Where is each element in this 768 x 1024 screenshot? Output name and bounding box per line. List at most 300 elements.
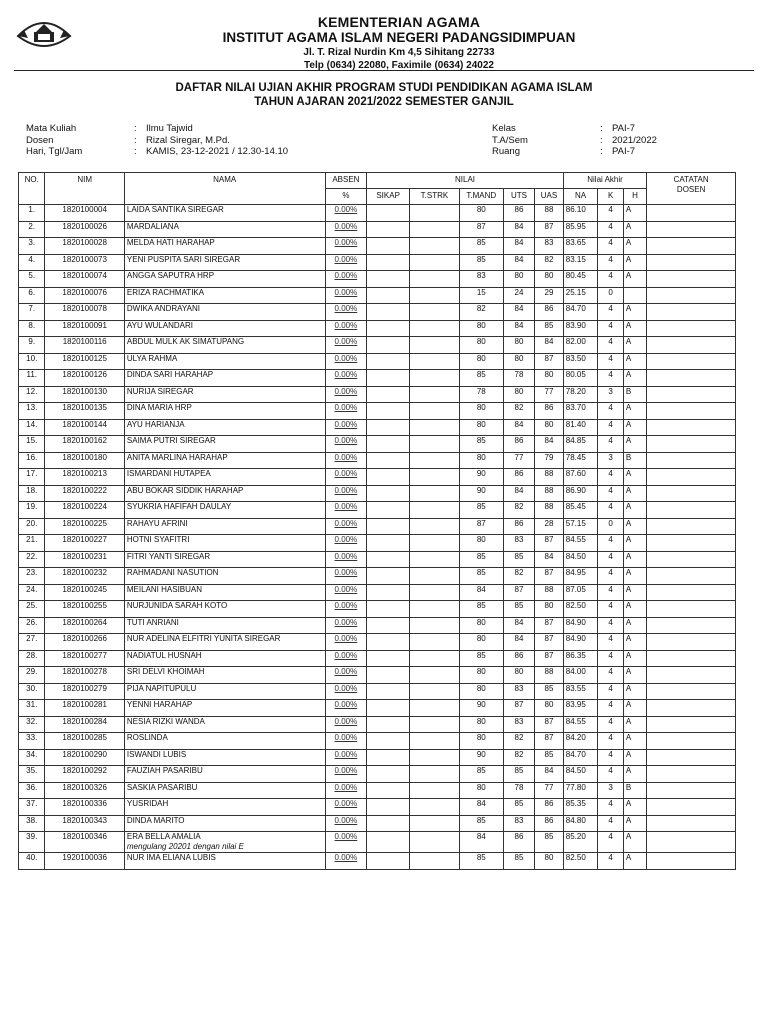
row-k [598, 832, 623, 853]
row-k-value: 4 [608, 320, 613, 330]
row-nama-value: YENI PUSPITA SARI SIREGAR [126, 254, 241, 264]
row-tmand [459, 700, 503, 717]
row-no-value: 39. [26, 832, 38, 841]
row-nama [124, 634, 325, 651]
row-uts [503, 650, 535, 667]
table-row [19, 716, 736, 733]
row-h-value: B [625, 782, 632, 792]
row-nim-value: 1820100225 [62, 518, 107, 528]
row-k-value: 4 [608, 221, 613, 231]
row-tmand-value: 83 [476, 271, 486, 280]
row-no-value: 19. [26, 502, 38, 511]
row-nim [45, 502, 124, 519]
row-nim [45, 650, 124, 667]
row-nama [124, 403, 325, 420]
row-no-value: 14. [26, 419, 38, 429]
row-nama-value: FAUZIAH PASARIBU [126, 766, 203, 775]
table-row [19, 535, 736, 552]
row-tstrk [410, 287, 460, 304]
row-catatan [647, 749, 736, 766]
row-na [563, 601, 598, 618]
row-k [598, 403, 623, 420]
row-sikap [367, 832, 410, 853]
row-nama-value: PIJA NAPITUPULU [126, 683, 197, 693]
row-na-value: 57.15 [565, 518, 586, 528]
row-nim [45, 469, 124, 486]
row-k [598, 436, 623, 453]
row-uts [503, 766, 535, 783]
row-uas-value: 88 [544, 485, 554, 495]
row-catatan [647, 386, 736, 403]
info-row [492, 135, 657, 147]
row-nama-value: DWIKA ANDRAYANI [126, 304, 200, 313]
row-h [623, 304, 646, 321]
row-uts-value: 87 [514, 584, 524, 594]
row-sikap [367, 485, 410, 502]
row-no-value: 5. [28, 271, 36, 280]
row-uts-value: 80 [514, 667, 524, 676]
row-absen-value: 0.00% [334, 650, 358, 660]
row-absen [325, 733, 367, 750]
table-row [19, 683, 736, 700]
row-absen-value: 0.00% [334, 601, 358, 610]
row-na [563, 733, 598, 750]
row-h-value: A [625, 799, 632, 808]
row-uts [503, 799, 535, 816]
row-nama-value: YUSRIDAH [126, 799, 169, 808]
row-absen-value: 0.00% [334, 551, 358, 561]
row-h [623, 436, 646, 453]
row-k [598, 799, 623, 816]
row-nama [124, 238, 325, 255]
row-sikap [367, 601, 410, 618]
row-na [563, 716, 598, 733]
row-nama-value: ERIZA RACHMATIKA [126, 287, 205, 297]
course-info [26, 123, 288, 158]
row-uas [535, 419, 564, 436]
row-uas [535, 436, 564, 453]
row-nim [45, 221, 124, 238]
row-na-value: 85.95 [565, 221, 586, 231]
row-uts-value: 80 [514, 353, 524, 363]
row-h-value: A [625, 601, 632, 610]
row-na [563, 386, 598, 403]
row-tmand-value: 85 [476, 502, 486, 511]
row-h-value: A [625, 568, 632, 577]
row-tmand [459, 853, 503, 870]
row-no-value: 28. [26, 650, 38, 660]
col-tmand-header: T.MAND [459, 189, 503, 205]
row-uts [503, 782, 535, 799]
row-na [563, 337, 598, 354]
row-na-value: 83.70 [565, 403, 586, 412]
table-row [19, 337, 736, 354]
row-na-value: 86.10 [565, 205, 586, 214]
row-uts [503, 683, 535, 700]
row-h [623, 205, 646, 222]
row-nim-value: 1820100116 [62, 337, 107, 346]
row-absen [325, 551, 367, 568]
row-uts [503, 551, 535, 568]
row-uts [503, 733, 535, 750]
row-absen [325, 370, 367, 387]
row-k [598, 271, 623, 288]
row-absen [325, 799, 367, 816]
row-absen-value: 0.00% [334, 205, 358, 214]
row-k-value: 4 [608, 304, 613, 313]
row-na [563, 853, 598, 870]
row-uas [535, 700, 564, 717]
row-no-value: 11. [26, 370, 37, 379]
row-no [19, 205, 45, 222]
info-separator: : [134, 134, 137, 146]
row-no-value: 37. [26, 799, 38, 808]
row-tstrk [410, 436, 460, 453]
row-tmand [459, 287, 503, 304]
row-uas [535, 799, 564, 816]
row-tstrk [410, 799, 460, 816]
row-k [598, 766, 623, 783]
row-absen [325, 700, 367, 717]
row-k-value: 4 [608, 584, 613, 594]
table-row [19, 271, 736, 288]
table-row [19, 452, 736, 469]
row-nama-value: NADIATUL HUSNAH [126, 650, 202, 660]
row-tstrk [410, 238, 460, 255]
row-uas [535, 287, 564, 304]
row-sikap [367, 452, 410, 469]
row-catatan [647, 683, 736, 700]
row-tmand [459, 271, 503, 288]
row-nama-value: NESIA RIZKI WANDA [126, 716, 205, 726]
row-absen [325, 502, 367, 519]
row-na [563, 221, 598, 238]
row-na-value: 84.55 [565, 535, 586, 544]
row-nama [124, 287, 325, 304]
row-no-value: 38. [26, 815, 38, 825]
row-no [19, 502, 45, 519]
row-tstrk [410, 766, 460, 783]
row-nim [45, 568, 124, 585]
row-uts-value: 82 [514, 502, 524, 511]
row-catatan [647, 320, 736, 337]
table-row [19, 650, 736, 667]
row-nama-value: SASKIA PASARIBU [126, 782, 198, 792]
row-no-value: 22. [26, 551, 38, 561]
row-absen-value: 0.00% [334, 370, 358, 379]
row-sikap [367, 403, 410, 420]
row-absen [325, 749, 367, 766]
row-no-value: 21. [26, 535, 38, 544]
row-tstrk [410, 337, 460, 354]
table-row [19, 287, 736, 304]
row-nim-value: 1820100285 [62, 733, 107, 742]
row-sikap [367, 799, 410, 816]
row-uts-value: 86 [514, 518, 524, 528]
row-uts-value: 83 [514, 535, 524, 544]
row-nim-value: 1820100278 [62, 667, 107, 676]
row-h-value: A [625, 766, 632, 775]
row-uas-value: 84 [544, 436, 554, 445]
row-nama-value: MELDA HATI HARAHAP [126, 238, 215, 247]
row-absen [325, 518, 367, 535]
row-uts-value: 80 [514, 386, 524, 396]
row-nama-value: NUR IMA ELIANA LUBIS [126, 853, 216, 862]
grades-body [19, 205, 736, 870]
row-tmand-value: 90 [476, 749, 486, 759]
row-k [598, 815, 623, 832]
row-tmand [459, 634, 503, 651]
row-nama [124, 749, 325, 766]
row-uts-value: 83 [514, 716, 524, 726]
row-k-value: 4 [608, 271, 613, 280]
row-uas [535, 584, 564, 601]
ministry-name: KEMENTERIAN AGAMA [317, 14, 481, 30]
row-k [598, 287, 623, 304]
row-sikap [367, 386, 410, 403]
row-tmand-value: 80 [476, 535, 486, 544]
table-row [19, 205, 736, 222]
row-tstrk [410, 502, 460, 519]
row-nim-value: 1820100222 [62, 485, 107, 495]
row-na [563, 766, 598, 783]
row-sikap [367, 254, 410, 271]
row-absen-value: 0.00% [334, 683, 358, 693]
row-nama [124, 205, 325, 222]
row-no [19, 749, 45, 766]
row-uas [535, 749, 564, 766]
title-line-2: TAHUN AJARAN 2021/2022 SEMESTER GANJIL [254, 96, 514, 108]
row-absen [325, 716, 367, 733]
info-label: Mata Kuliah [26, 123, 77, 134]
row-nim-value: 1820100284 [62, 716, 107, 726]
row-na [563, 518, 598, 535]
row-catatan [647, 452, 736, 469]
row-nama [124, 535, 325, 552]
table-row [19, 815, 736, 832]
row-uts [503, 584, 535, 601]
row-h-value: A [625, 254, 632, 264]
row-na-value: 83.15 [565, 254, 586, 264]
row-h [623, 832, 646, 853]
row-uas-value: 84 [544, 766, 554, 775]
row-nim-value: 1820100245 [62, 584, 107, 594]
row-nim [45, 337, 124, 354]
row-nim [45, 716, 124, 733]
row-sikap [367, 568, 410, 585]
row-na [563, 568, 598, 585]
row-no-value: 3. [28, 238, 36, 247]
row-absen [325, 634, 367, 651]
row-uas [535, 853, 564, 870]
row-sikap [367, 716, 410, 733]
row-absen-value: 0.00% [334, 254, 358, 264]
col-nama-header: NAMA [124, 173, 325, 205]
row-k [598, 782, 623, 799]
row-nim [45, 832, 124, 853]
title-line-1: DAFTAR NILAI UJIAN AKHIR PROGRAM STUDI PENDIDIKAN AGAMA ISLAM [175, 82, 593, 94]
row-na [563, 304, 598, 321]
row-uas [535, 337, 564, 354]
row-h-value: A [625, 353, 632, 363]
row-h-value: A [625, 617, 632, 627]
row-absen [325, 320, 367, 337]
row-na [563, 551, 598, 568]
row-nama [124, 485, 325, 502]
row-uas-value: 87 [544, 617, 554, 627]
catatan-label: CATATAN DOSEN [673, 175, 709, 194]
row-absen-value: 0.00% [334, 700, 358, 709]
row-h-value: A [625, 749, 632, 759]
row-uts-value: 78 [514, 370, 524, 379]
row-uts-value: 82 [514, 403, 524, 412]
row-nama-value: AYU HARIANJA [126, 419, 185, 429]
row-no-value: 8. [28, 320, 36, 330]
row-uas-value: 77 [544, 782, 554, 792]
row-nama [124, 601, 325, 618]
row-na-value: 81.40 [565, 419, 586, 429]
row-sikap [367, 700, 410, 717]
row-h-value: A [625, 650, 632, 660]
row-nim [45, 403, 124, 420]
row-h [623, 485, 646, 502]
row-k-value: 4 [608, 403, 613, 412]
row-nama [124, 221, 325, 238]
row-uas [535, 716, 564, 733]
row-nim [45, 419, 124, 436]
row-absen-value: 0.00% [334, 469, 358, 478]
row-h [623, 320, 646, 337]
row-uts-value: 82 [514, 749, 524, 759]
row-tmand [459, 650, 503, 667]
row-h [623, 419, 646, 436]
row-tmand-value: 85 [476, 370, 486, 379]
row-h [623, 551, 646, 568]
row-tmand [459, 815, 503, 832]
row-nama-value: DINA MARIA HRP [126, 403, 192, 412]
row-uts-value: 83 [514, 683, 524, 693]
row-nim [45, 551, 124, 568]
row-uas-value: 80 [544, 271, 554, 280]
row-na-value: 84.70 [565, 749, 586, 759]
row-nim-value: 1820100232 [62, 568, 107, 577]
row-uas-value: 87 [544, 733, 554, 742]
row-uts-value: 85 [514, 853, 524, 862]
row-h [623, 403, 646, 420]
row-nama [124, 271, 325, 288]
row-uas-value: 80 [544, 700, 554, 709]
row-tmand-value: 84 [476, 584, 486, 594]
row-k-value: 4 [608, 551, 613, 561]
row-nama [124, 518, 325, 535]
col-h-header: H [623, 189, 646, 205]
row-uas [535, 733, 564, 750]
row-absen-value: 0.00% [334, 436, 358, 445]
row-h-value: A [625, 535, 632, 544]
table-row [19, 419, 736, 436]
row-nim [45, 238, 124, 255]
row-nama-value: ERA BELLA AMALIA [126, 832, 201, 841]
row-no [19, 568, 45, 585]
row-nim-value: 1820100073 [62, 254, 107, 264]
row-note: mengulang 20201 dengan nilai E [126, 842, 244, 851]
row-na [563, 403, 598, 420]
row-tmand [459, 238, 503, 255]
row-k-value: 0 [608, 518, 613, 528]
table-row [19, 700, 736, 717]
info-separator: : [134, 123, 137, 134]
row-h-value: A [625, 205, 632, 214]
row-no [19, 436, 45, 453]
row-tstrk [410, 221, 460, 238]
table-row [19, 254, 736, 271]
row-no-value: 33. [26, 733, 38, 742]
row-tstrk [410, 535, 460, 552]
info-separator: : [600, 123, 603, 134]
row-absen-value: 0.00% [334, 832, 358, 841]
row-na-value: 84.90 [565, 634, 586, 643]
row-sikap [367, 353, 410, 370]
col-sikap-header: SIKAP [367, 189, 410, 205]
row-k [598, 733, 623, 750]
row-tmand-value: 80 [476, 634, 486, 643]
row-nama-value: RAHMADANI NASUTION [126, 568, 219, 577]
table-row [19, 238, 736, 255]
row-tmand-value: 82 [476, 304, 486, 313]
row-k-value: 3 [608, 452, 613, 462]
row-nim-value: 1820100144 [62, 419, 107, 429]
row-uas [535, 452, 564, 469]
row-absen-value: 0.00% [334, 617, 358, 627]
row-tstrk [410, 518, 460, 535]
row-no [19, 733, 45, 750]
row-nama-value: ABU BOKAR SIDDIK HARAHAP [126, 485, 244, 495]
row-nim-value: 1820100213 [62, 469, 107, 478]
row-h [623, 535, 646, 552]
row-h-value: A [625, 551, 632, 561]
row-absen-value: 0.00% [334, 799, 358, 808]
row-na-value: 82.00 [565, 337, 586, 346]
row-uts [503, 815, 535, 832]
row-h [623, 452, 646, 469]
row-tmand [459, 518, 503, 535]
row-uts-value: 84 [514, 320, 524, 330]
row-h [623, 617, 646, 634]
row-sikap [367, 766, 410, 783]
info-label: Ruang [492, 146, 520, 157]
info-row [26, 123, 288, 135]
row-uts-value: 83 [514, 815, 524, 825]
row-h [623, 254, 646, 271]
row-nim [45, 683, 124, 700]
row-k [598, 337, 623, 354]
row-k [598, 650, 623, 667]
row-nama [124, 782, 325, 799]
row-nama-value: NURJUNIDA SARAH KOTO [126, 601, 228, 610]
row-k [598, 617, 623, 634]
row-uts-value: 86 [514, 650, 524, 660]
row-tmand-value: 85 [476, 254, 486, 264]
row-k-value: 4 [608, 700, 613, 709]
row-nama [124, 353, 325, 370]
row-k [598, 353, 623, 370]
row-uas-value: 87 [544, 535, 554, 544]
row-sikap [367, 304, 410, 321]
row-h [623, 386, 646, 403]
row-tmand-value: 80 [476, 716, 486, 726]
row-uas [535, 238, 564, 255]
row-k [598, 254, 623, 271]
